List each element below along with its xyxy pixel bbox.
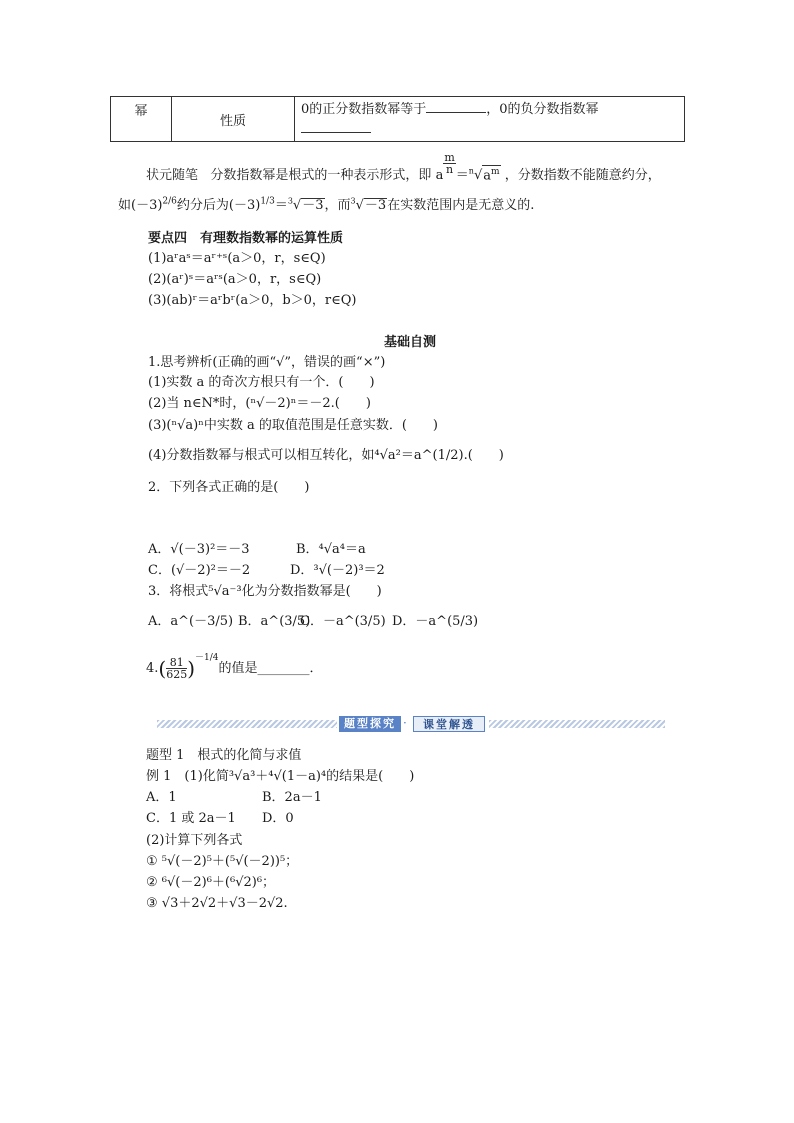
note-l2-a: 如(－3) [118, 198, 163, 213]
note-l2-exp1: 2/6 [162, 196, 177, 207]
selftest-q2-option-d: D．³√(－2)³＝2 [290, 563, 385, 578]
point4-item-1: (1)aʳaˢ＝aʳ⁺ˢ(a＞0，r，s∈Q) [148, 251, 326, 266]
banner-label-classroom: 课堂解透 [413, 716, 485, 732]
note-eq-rhs: ＝ [455, 168, 469, 183]
note-eq-radicand: $a^m$ [483, 166, 500, 183]
selftest-q3-option-b: B．a^(3/5) [238, 614, 311, 629]
point4-title: 要点四 有理数指数幂的运算性质 [148, 231, 344, 246]
selftest-heading: 基础自测 [384, 335, 437, 350]
table-cell-property [172, 97, 295, 142]
selftest-q1: 1.思考辨析(正确的画“√”，错误的画“×”) [148, 355, 386, 370]
selftest-q2-option-b: B．⁴√a⁴＝a [296, 542, 366, 557]
selftest-q4-exponent: －1/4 [195, 653, 219, 663]
selftest-q3: 3．将根式⁵√a⁻³化为分数指数幂是( ) [148, 584, 382, 599]
selftest-q2-option-c: C．(√－2)²＝－2 [148, 563, 251, 578]
table-label-property: 性质 [219, 113, 246, 129]
note-l2-e: 在实数范围内是无意义的. [387, 198, 535, 213]
selftest-q4-prefix: 4. [146, 661, 159, 676]
property-table [110, 96, 685, 142]
selftest-q1-item-4: (4)分数指数幂与根式可以相互转化，如⁴√a²＝a^(1/2).( ) [148, 448, 504, 463]
point4-item-3: (3)(ab)ʳ＝aʳbʳ(a＞0，b＞0，r∈Q) [148, 293, 357, 308]
banner-hatch-left [157, 720, 337, 728]
type1-item-2: ② ⁶√(－2)⁶＋(⁶√2)⁶； [146, 875, 276, 890]
selftest-q4-suffix: 的值是________． [218, 661, 323, 676]
note-line-1: 状元随笔 分数指数幂是根式的一种表示形式，即 a $^{\frac{m}{n}}$ $=^n√a^m$ ，分数指数不能随意约分， [146, 151, 661, 183]
answer-blank [426, 99, 486, 113]
type1-option-c: C．1 或 2a－1 [146, 811, 236, 826]
selftest-q3-option-d: D．－a^(5/3) [392, 614, 479, 629]
note-l2-b: 约分后为(－3) [176, 198, 261, 213]
selftest-q1-item-1: (1)实数 a 的奇次方根只有一个．( ) [148, 375, 375, 390]
table-cell-power [111, 97, 172, 142]
answer-blank [301, 119, 371, 133]
table-text-negative: ，0的负分数指数幂 [486, 102, 599, 117]
note-text: 分数指数幂是根式的一种表示形式，即 [210, 168, 432, 183]
type1-example-1: 例 1 (1)化简³√a³＋⁴√(1－a)⁴的结果是( ) [146, 769, 415, 784]
table-cell-content [295, 97, 685, 142]
selftest-q1-item-2: (2)当 n∈N*时，(ⁿ√－2)ⁿ＝－2.( ) [148, 396, 371, 411]
section-banner [157, 716, 665, 732]
selftest-q1-item-3: (3)(ⁿ√a)ⁿ中实数 a 的取值范围是任意实数．( ) [148, 418, 438, 433]
type1-option-a: A．1 [146, 790, 177, 805]
table-text-positive: 0的正分数指数幂等于 [301, 102, 427, 117]
selftest-q3-option-c: C．－a^(3/5) [300, 614, 386, 629]
table-label-power: 幂 [134, 104, 148, 119]
selftest-q4-fraction: $\frac{81}{625}$ [166, 656, 188, 681]
type1-option-d: D．0 [262, 811, 294, 826]
note-l2-root2: －3 [364, 198, 387, 213]
selftest-q2: 2．下列各式正确的是( ) [148, 480, 310, 495]
note-l2-d: ，而 [324, 198, 351, 213]
note-eq-root-index: n [468, 166, 474, 176]
point4-item-2: (2)(aʳ)ˢ＝aʳˢ(a＞0，r，s∈Q) [148, 272, 322, 287]
type1-option-b: B．2a－1 [262, 790, 322, 805]
note-l2-exp2: 1/3 [260, 196, 275, 207]
type1-title: 题型 1 根式的化简与求值 [146, 748, 302, 763]
type1-item-1: ① ⁵√(－2)⁵＋(⁵√(－2))⁵； [146, 854, 299, 869]
type1-item-3: ③ √3＋2√2＋√3－2√2. [146, 896, 288, 911]
note-label: 状元随笔 [146, 168, 199, 183]
note-eq-fraction: m n [444, 151, 455, 176]
selftest-q4: 4.( $\frac{81}{625}$ )$^{-1/4}$的值是________． [146, 653, 323, 681]
note-line-2: 如$(-3)^{2/6}$约分后为$(-3)^{1/3}=^3√-3$，而$^3$√－3在实数范围内是无意义的. [118, 196, 535, 213]
banner-label-explore: 题型探究 [339, 716, 401, 732]
banner-dot: · [403, 716, 407, 730]
note-l2-root1: －3 [302, 198, 324, 213]
selftest-q2-option-a: A．√(－3)²＝－3 [148, 542, 250, 557]
selftest-q3-option-a: A．a^(－3/5) [148, 614, 234, 629]
note-text-2: ，分数指数不能随意约分， [504, 168, 661, 183]
banner-hatch-right [489, 720, 665, 728]
note-eq-base: a [435, 168, 444, 183]
type1-part2: (2)计算下列各式 [146, 833, 243, 848]
note-l2-c: ＝ [274, 198, 288, 213]
